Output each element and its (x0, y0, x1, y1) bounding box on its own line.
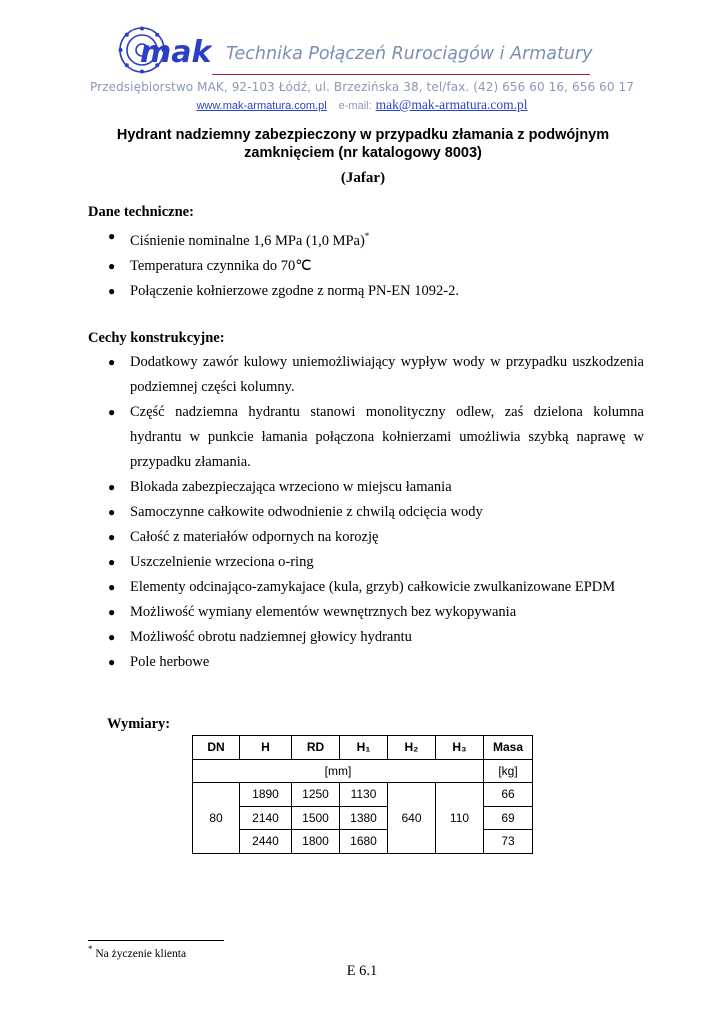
email-label: e-mail: (338, 100, 372, 112)
header-dn: DN (193, 736, 240, 760)
list-item (88, 254, 644, 279)
feature-text: Samoczynne całkowite odwodnienie z chwilą odcięcia wody (130, 504, 483, 520)
features-list (88, 350, 644, 675)
title-line-2: zamknięciem (nr katalogowy 8003) (244, 145, 482, 161)
feature-text: Blokada zabezpieczająca wrzeciono w miejscu łamania (130, 479, 452, 495)
list-item (88, 525, 644, 550)
feature-text: Elementy odcinająco-zamykajace (kula, grzyb) całkowicie zwulkanizowane EPDM (130, 579, 616, 595)
brand-title: Technika Połączeń Rurociągów i Armatury (226, 44, 593, 64)
technical-item-flange: Połączenie kołnierzowe zgodne z normą PN-EN 1092-2. (130, 282, 459, 299)
page-number: E 6.1 (346, 963, 378, 979)
feature-text: Pole herbowe (130, 654, 210, 670)
header-rd: RD (292, 736, 340, 760)
bullet-icon: ● (108, 655, 116, 669)
website-link[interactable]: www.mak-armatura.com.pl (196, 100, 327, 112)
bullet-icon: ● (108, 580, 116, 594)
bullet-icon: ● (108, 505, 116, 519)
footnote-mark: * (88, 944, 93, 954)
cell-h: 2440 (240, 830, 292, 854)
table-header-row (193, 736, 533, 760)
feature-text: Możliwość wymiany elementów wewnętrznych bez wykopywania (130, 604, 517, 620)
bullet-icon: ● (108, 229, 116, 243)
logo-wordmark: mak (140, 35, 212, 70)
cell-masa: 73 (484, 830, 533, 854)
technical-item-temperature: Temperatura czynnika do 70℃ (130, 257, 312, 274)
list-item (88, 625, 644, 650)
title-line-1: Hydrant nadziemny zabezpieczony w przypadku złamania z podwójnym (116, 127, 610, 143)
feature-text: Całość z materiałów odpornych na korozję (130, 529, 379, 545)
feature-text: Dodatkowy zawór kulowy uniemożliwiający wypływ wody w przypadku uszkodzenia podziemnej części kolumny. (130, 354, 644, 395)
technical-heading: Dane techniczne: (88, 204, 194, 220)
header-h1: H₁ (340, 736, 388, 760)
list-item (88, 575, 644, 600)
unit-kg: [kg] (484, 759, 533, 783)
footnote-text: Na życzenie klienta (95, 947, 187, 960)
features-heading: Cechy konstrukcyjne: (88, 330, 225, 346)
cell-rd: 1800 (292, 830, 340, 854)
header-masa: Masa (484, 736, 533, 760)
list-item (88, 400, 644, 475)
list-item (88, 650, 644, 675)
technical-item-pressure: Ciśnienie nominalne 1,6 MPa (1,0 MPa) (130, 232, 365, 249)
table-row (193, 783, 533, 807)
header-h: H (240, 736, 292, 760)
header-h3: H₃ (436, 736, 484, 760)
unit-mm: [mm] (193, 759, 484, 783)
list-item (88, 600, 644, 625)
list-item (88, 279, 644, 304)
table-units-row (193, 759, 533, 783)
list-item (88, 500, 644, 525)
cell-h1: 1680 (340, 830, 388, 854)
footnote-divider (88, 940, 224, 941)
contact-line (0, 96, 724, 114)
list-item (88, 475, 644, 500)
header-h2: H₂ (388, 736, 436, 760)
cell-h1: 1380 (340, 806, 388, 830)
footnote (88, 944, 186, 960)
cell-rd: 1500 (292, 806, 340, 830)
bullet-icon: ● (108, 480, 116, 494)
bullet-icon: ● (108, 555, 116, 569)
cell-h1: 1130 (340, 783, 388, 807)
document-title (80, 126, 646, 162)
feature-text: Możliwość obrotu nadziemnej głowicy hydrantu (130, 629, 412, 645)
cell-dn: 80 (193, 783, 240, 854)
cell-h3: 110 (436, 783, 484, 854)
cell-h: 1890 (240, 783, 292, 807)
list-item (88, 224, 644, 254)
header-divider (212, 74, 590, 75)
cell-masa: 66 (484, 783, 533, 807)
bullet-icon: ● (108, 283, 116, 298)
cell-h: 2140 (240, 806, 292, 830)
dimensions-heading: Wymiary: (107, 716, 171, 732)
bullet-icon: ● (108, 630, 116, 644)
technical-list (88, 224, 644, 304)
bullet-icon: ● (108, 605, 116, 619)
bullet-icon: ● (108, 355, 116, 369)
list-item (88, 350, 644, 400)
mak-logo (112, 20, 212, 80)
document-subtitle: (Jafar) (340, 170, 386, 186)
company-address: Przedsiębiorstwo MAK, 92-103 Łódź, ul. Brzezińska 38, tel/fax. (42) 656 60 16, 656 60 17 (90, 80, 634, 94)
bullet-icon: ● (108, 405, 116, 419)
feature-text: Część nadziemna hydrantu stanowi monolityczny odlew, zaś dzielona kolumna hydrantu w punkcie łamania połączona kołnierzami umożliwia szybką naprawę w przypadku złamania. (130, 404, 644, 470)
dimensions-table (192, 735, 533, 854)
bullet-icon: ● (108, 258, 116, 273)
cell-masa: 69 (484, 806, 533, 830)
bullet-icon: ● (108, 530, 116, 544)
email-link[interactable]: mak@mak-armatura.com.pl (375, 97, 528, 112)
cell-h2: 640 (388, 783, 436, 854)
cell-rd: 1250 (292, 783, 340, 807)
footnote-ref: * (364, 231, 370, 241)
list-item (88, 550, 644, 575)
feature-text: Uszczelnienie wrzeciona o-ring (130, 554, 314, 570)
